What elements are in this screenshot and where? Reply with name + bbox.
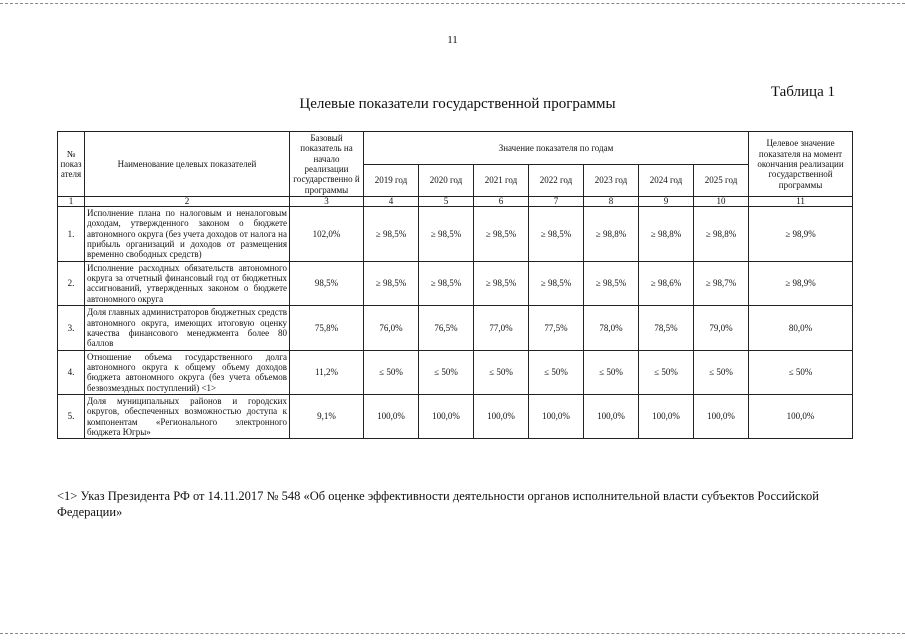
table-row [58,207,853,262]
year-value: 76,0% [364,306,419,350]
year-value: ≥ 98,5% [529,261,584,305]
year-value: ≥ 98,5% [419,207,474,262]
indicator-name: Исполнение расходных обязательств автономного округа за отчетный финансовый год от бюджетных ассигнований, утвержденных законом о бюджете автономного округа [85,261,290,305]
scan-edge-top [0,3,905,4]
base-value: 98,5% [290,261,364,305]
year-value: ≤ 50% [364,350,419,394]
year-value: 100,0% [584,394,639,438]
year-value: 100,0% [529,394,584,438]
year-value: 78,0% [584,306,639,350]
year-value: ≥ 98,8% [639,207,694,262]
row-number: 3. [58,306,85,350]
year-value: ≤ 50% [639,350,694,394]
header-year: 2021 год [474,164,529,197]
header-year: 2025 год [694,164,749,197]
header-year: 2019 год [364,164,419,197]
table-caption: Таблица 1 [770,84,835,100]
column-number: 2 [85,197,290,207]
indicator-name: Исполнение плана по налоговым и неналоговым доходам, утвержденного законом о бюджете автономного округа (без учета доходов от налога на прибыль организаций и доходов от размещения временно свободных средств) [85,207,290,262]
target-value: ≤ 50% [749,350,853,394]
year-value: ≥ 98,5% [529,207,584,262]
year-value: ≤ 50% [529,350,584,394]
table-row [58,394,853,438]
footnote: <1> Указ Президента РФ от 14.11.2017 № 548 «Об оценке эффективности деятельности органов исполнительной власти субъектов Российской Федерации» [57,489,819,520]
header-num: № показ ателя [58,132,85,197]
column-number: 4 [364,197,419,207]
row-number: 2. [58,261,85,305]
header-year: 2023 год [584,164,639,197]
table-row [58,261,853,305]
year-value: ≤ 50% [474,350,529,394]
header-year: 2020 год [419,164,474,197]
year-value: ≤ 50% [694,350,749,394]
page-number: 11 [447,34,458,46]
document-title: Целевые показатели государственной программы [299,96,616,112]
header-years-group: Значение показателя по годам [364,132,749,165]
column-number: 9 [639,197,694,207]
row-number: 5. [58,394,85,438]
scan-edge-bottom [0,633,905,634]
year-value: 77,0% [474,306,529,350]
year-value: ≥ 98,5% [474,207,529,262]
year-value: 100,0% [694,394,749,438]
year-value: ≥ 98,5% [474,261,529,305]
year-value: 100,0% [474,394,529,438]
indicators-table [57,131,853,439]
table-row [58,350,853,394]
year-value: ≤ 50% [584,350,639,394]
indicator-name: Отношение объема государственного долга автономного округа к общему объему доходов бюджета автономного округа (без учета объемов безвозмездных поступлений) <1> [85,350,290,394]
base-value: 11,2% [290,350,364,394]
year-value: ≥ 98,8% [584,207,639,262]
column-number: 1 [58,197,85,207]
year-value: 79,0% [694,306,749,350]
row-number: 4. [58,350,85,394]
column-numbers-row [58,197,853,207]
column-number: 5 [419,197,474,207]
year-value: 100,0% [364,394,419,438]
year-value: ≥ 98,5% [364,207,419,262]
column-number: 10 [694,197,749,207]
year-value: ≥ 98,7% [694,261,749,305]
base-value: 102,0% [290,207,364,262]
header-year: 2022 год [529,164,584,197]
year-value: 76,5% [419,306,474,350]
target-value: ≥ 98,9% [749,207,853,262]
year-value: 100,0% [639,394,694,438]
target-value: 80,0% [749,306,853,350]
indicator-name: Доля главных администраторов бюджетных средств автономного округа, имеющих итоговую оценку качества финансового менеджмента более 80 баллов [85,306,290,350]
year-value: 100,0% [419,394,474,438]
base-value: 9,1% [290,394,364,438]
header-year: 2024 год [639,164,694,197]
year-value: 78,5% [639,306,694,350]
column-number: 8 [584,197,639,207]
target-value: 100,0% [749,394,853,438]
target-value: ≥ 98,9% [749,261,853,305]
year-value: ≥ 98,5% [364,261,419,305]
table-body [58,207,853,439]
year-value: ≥ 98,5% [419,261,474,305]
year-value: ≤ 50% [419,350,474,394]
column-number: 7 [529,197,584,207]
indicator-name: Доля муниципальных районов и городских округов, обеспеченных возможностью доступа к компонентам «Регионального электронного бюджета Югры» [85,394,290,438]
header-name: Наименование целевых показателей [85,132,290,197]
year-value: ≥ 98,5% [584,261,639,305]
base-value: 75,8% [290,306,364,350]
year-value: 77,5% [529,306,584,350]
column-number: 6 [474,197,529,207]
year-value: ≥ 98,8% [694,207,749,262]
row-number: 1. [58,207,85,262]
header-base: Базовый показатель на начало реализации государственно й программы [290,132,364,197]
header-row-1 [58,132,853,165]
table-row [58,306,853,350]
header-target: Целевое значение показателя на момент окончания реализации государственной программы [749,132,853,197]
column-number: 3 [290,197,364,207]
year-value: ≥ 98,6% [639,261,694,305]
column-number: 11 [749,197,853,207]
